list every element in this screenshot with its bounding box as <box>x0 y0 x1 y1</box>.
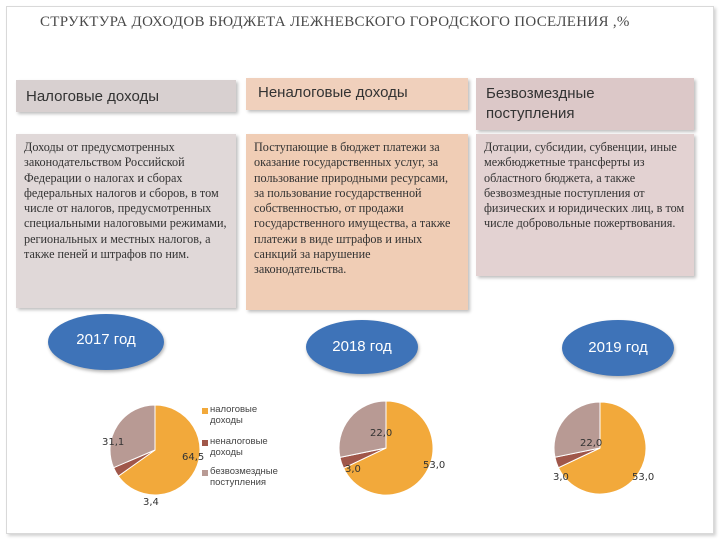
pie-1-label-nontax: 3,0 <box>345 464 361 475</box>
legend-label-free: безвозмездные поступления <box>210 466 278 488</box>
legend-label-tax: налоговые доходы <box>210 404 258 426</box>
page-title: СТРУКТУРА ДОХОДОВ БЮДЖЕТА ЛЕЖНЕВСКОГО ГОРОДСКОГО ПОСЕЛЕНИЯ ,% <box>40 14 630 30</box>
pie-0-label-tax: 64,5 <box>182 452 205 463</box>
pie-2-label-free: 22,0 <box>580 438 603 449</box>
pie-0-label-nontax: 3,4 <box>143 497 159 508</box>
pie-0-label-free: 31,1 <box>102 437 125 448</box>
legend-label-nontax: неналоговые доходы <box>210 436 268 458</box>
pie-2-label-nontax: 3,0 <box>553 472 569 483</box>
description-tax-income: Доходы от предусмотренных законодательством Российской Федерации о налогах и сборах федеральных налогов и сборов, в том числе от налогов, предусмотренных специальными налоговыми режимами, региональных и местных налогов, а также пеней и штрафов по ним. <box>16 134 236 308</box>
header-free-receipts: Безвозмездные поступления <box>476 78 694 130</box>
header-nontax-income: Неналоговые доходы <box>246 78 468 110</box>
description-nontax-income: Поступающие в бюджет платежи за оказание государственных услуг, за пользование природными ресурсами, за пользование государственной собственностью, от продажи государственного имущества, а также платежи в виде штрафов и иных санкций за нарушение законодательства. <box>246 134 468 310</box>
year-badge-2019: 2019 год <box>562 320 674 376</box>
description-free-receipts: Дотации, субсидии, субвенции, иные межбюджетные трансферты из областного бюджета, а также безвозмездные поступления от физических и юридических лиц, в том числе добровольные пожертвования. <box>476 134 694 276</box>
header-tax-income: Налоговые доходы <box>16 80 236 112</box>
pie-1-label-free: 22,0 <box>370 428 393 439</box>
pie-1-label-tax: 53,0 <box>423 460 446 471</box>
year-badge-2017: 2017 год <box>48 314 164 370</box>
year-badge-2018: 2018 год <box>306 320 418 374</box>
pie-2-label-tax: 53,0 <box>632 472 655 483</box>
